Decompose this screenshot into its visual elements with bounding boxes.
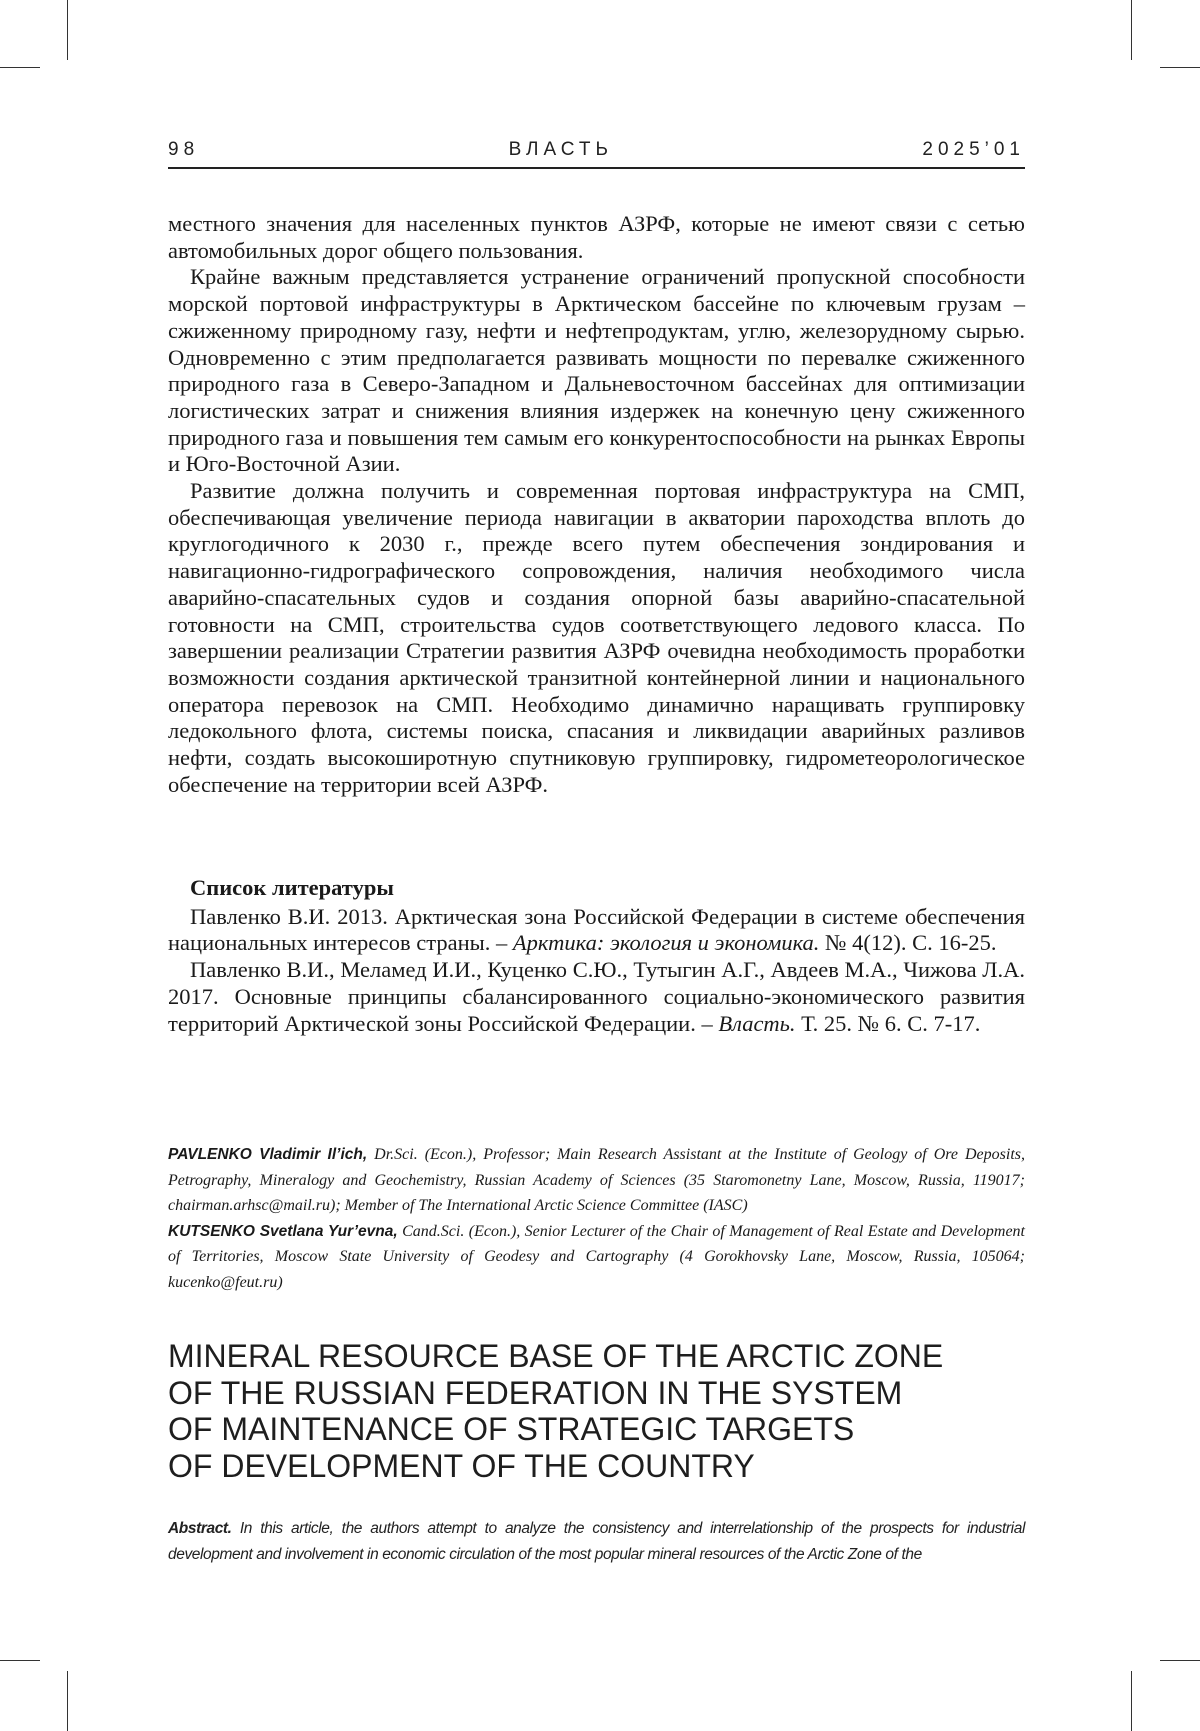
reference-2-journal: Власть. xyxy=(718,1010,796,1036)
reference-item xyxy=(168,957,1025,1037)
references-heading: Список литературы xyxy=(190,875,394,900)
issue-number: 2025’01 xyxy=(922,139,1025,160)
crop-mark-right-top xyxy=(1160,67,1200,68)
title-line-1: MINERAL RESOURCE BASE OF THE ARCTIC ZONE xyxy=(168,1338,944,1374)
title-line-2: OF THE RUSSIAN FEDERATION IN THE SYSTEM xyxy=(168,1374,903,1411)
author-1-name: PAVLENKO Vladimir Il’ich, xyxy=(168,1146,368,1163)
journal-title: ВЛАСТЬ xyxy=(508,139,613,160)
paragraph-continued: местного значения для населенных пунктов АЗРФ, которые не имеют связи с сетью автомобильных дорог общего пользования. xyxy=(168,211,1025,263)
page-number: 98 xyxy=(168,139,200,160)
crop-mark-top-right xyxy=(1131,0,1132,60)
abstract-label: Abstract. xyxy=(168,1520,232,1537)
crop-mark-left-top xyxy=(0,67,40,68)
author-2-name: KUTSENKO Svetlana Yur’evna, xyxy=(168,1222,398,1240)
crop-mark-bottom-right xyxy=(1131,1671,1132,1731)
author-2 xyxy=(168,1219,1025,1296)
crop-mark-right-bottom xyxy=(1160,1660,1200,1661)
reference-2-details: Т. 25. № 6. С. 7-17. xyxy=(795,1010,981,1036)
abstract-text: In this article, the authors attempt to analyze the consistency and interrelationship of the prospects for industrial development and involvement in economic circulation of the most popular mineral resources of the Arctic Zone of the xyxy=(168,1520,1025,1563)
title-line-3: OF MAINTENANCE OF STRATEGIC TARGETS xyxy=(168,1411,855,1447)
running-head xyxy=(168,139,1025,169)
crop-mark-left-bottom xyxy=(0,1660,40,1661)
author-affiliations xyxy=(168,1142,1025,1295)
paragraph-nsr-development: Развитие должна получить и современная портовая инфраструктура на СМП, обеспечивающая увеличение периода навигации в акватории пароходства вплоть до круглогодичного к 2030 г., прежде всего путем обеспечения зондирования и навигационно-гидрографического сопровождения, наличия необходимого числа аварийно-спасательных судов и создания опорной базы аварийно-спасательной готовности на СМП, строительства судов соответствующего ледового класса. По завершении реализации Стратегии развития АЗРФ очевидна необходимость проработки возможности создания арктической транзитной контейнерной линии и национального оператора перевозок на СМП. Необходимо динамично наращивать группировку ледокольного флота, системы поиска, спасания и ликвидации аварийных разливов нефти, создать высокоширотную спутниковую группировку, гидрометеорологическое обеспечение на территории всей АЗРФ. xyxy=(168,478,1025,797)
crop-mark-top-left xyxy=(67,0,68,60)
english-article-title xyxy=(168,1338,1025,1484)
reference-1-details: № 4(12). С. 16-25. xyxy=(819,930,997,956)
author-1-details: Dr.Sci. (Econ.), Professor; Main Research Assistant at the Institute of Geology of Ore Deposits, Petrography, Mineralogy and Geochemistry, Russian Academy of Sciences (35 Staromonetny Lane, Moscow, Russia, 119017; chairman.arhsc@mail.ru); Member of The International Arctic Science Committee (IASC) xyxy=(168,1146,1025,1214)
author-2-details: Cand.Sci. (Econ.), Senior Lecturer of the Chair of Management of Real Estate and Development of Territories, Moscow State University of Geodesy and Cartography (4 Gorokhovsky Lane, Moscow, Russia, 105064; kucenko@feut.ru) xyxy=(168,1222,1025,1291)
reference-2-text: Павленко В.И., Меламед И.И., Куценко С.Ю., Тутыгин А.Г., Авдеев М.А., Чижова Л.А. 2017. Основные принципы сбалансированного социально-экономического развития территорий Арктической зоны Российской Федерации. – xyxy=(168,957,1025,1036)
crop-mark-bottom-left xyxy=(67,1671,68,1731)
author-1 xyxy=(168,1142,1025,1219)
references-section xyxy=(168,875,1025,1037)
reference-1-journal: Арктика: экология и экономика. xyxy=(512,930,820,956)
title-line-4: OF DEVELOPMENT OF THE COUNTRY xyxy=(168,1447,755,1484)
reference-item xyxy=(168,904,1025,957)
abstract xyxy=(168,1516,1025,1568)
article-body xyxy=(168,211,1025,798)
reference-1-text: Павленко В.И. 2013. Арктическая зона Российской Федерации в системе обеспечения национальных интересов страны. – xyxy=(168,903,1025,956)
paragraph-port-infrastructure: Крайне важным представляется устранение ограничений пропускной способности морской портовой инфраструктуры в Арктическом бассейне по ключевым грузам – сжиженному природному газу, нефти и нефтепродуктам, углю, железорудному сырью. Одновременно с этим предполагается развивать мощности по перевалке сжиженного природного газа в Северо-Западном и Дальневосточном бассейнах для оптимизации логистических затрат и снижения влияния издержек на конечную цену сжиженного природного газа и повышения тем самым его конкурентоспособности на рынках Европы и Юго-Восточной Азии. xyxy=(168,264,1025,477)
